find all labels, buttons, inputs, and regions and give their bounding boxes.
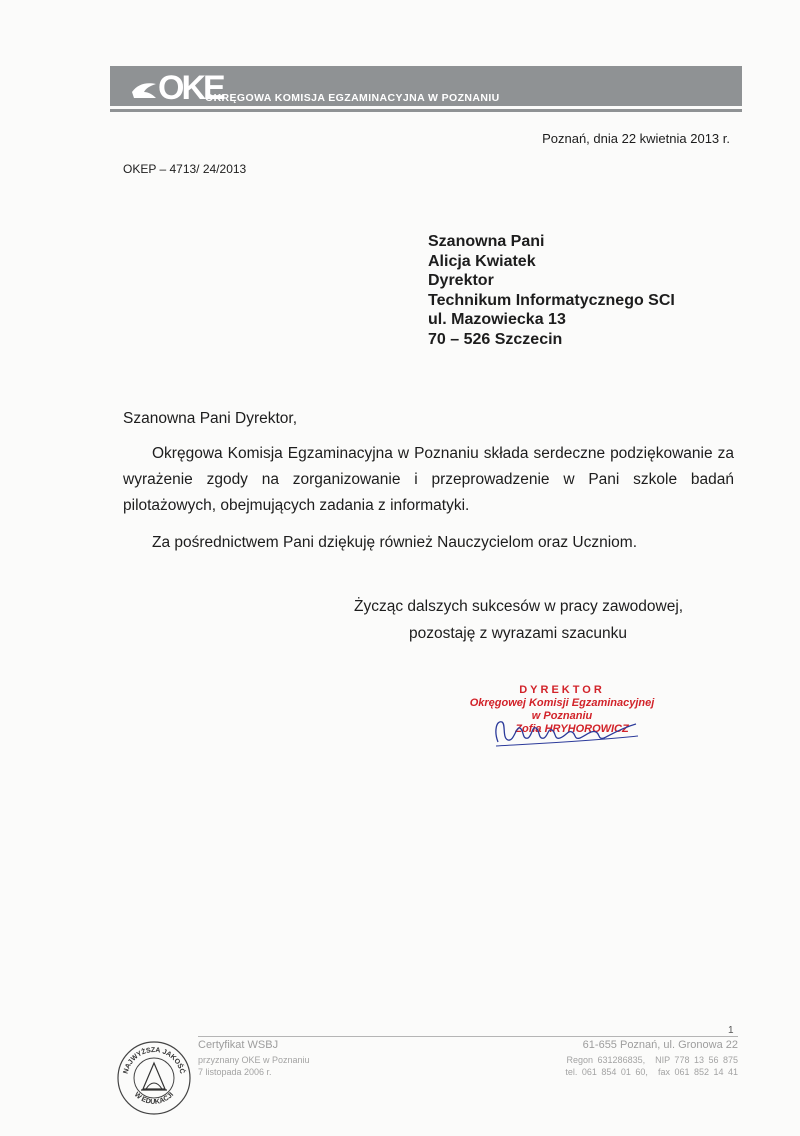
certificate-title: Certyfikat WSBJ (198, 1039, 279, 1051)
page-number: 1 (728, 1025, 734, 1036)
stamp-line: Okręgowej Komisji Egzaminacyjnej (469, 697, 655, 709)
certificate-line: 7 listopada 2006 r. (198, 1067, 272, 1077)
phone-number: tel. 061 854 01 60, (565, 1067, 648, 1077)
logo-wordmark: OKE (158, 69, 223, 107)
stamp-name: Zofia HRYHOROWICZ (515, 723, 629, 735)
quality-seal-icon (113, 1035, 195, 1117)
handwritten-signature (488, 712, 648, 752)
reference-number: OKEP – 4713/ 24/2013 (123, 162, 247, 176)
addressee-block (428, 232, 675, 349)
fax-number: fax 061 852 14 41 (657, 1067, 738, 1077)
addressee-line: ul. Mazowiecka 13 (428, 311, 566, 328)
logo-bird-icon (130, 78, 160, 104)
addressee-line: Dyrektor (428, 272, 494, 289)
stamp-line: w Poznaniu (531, 710, 593, 722)
certificate-line: przyznany OKE w Poznaniu (198, 1055, 310, 1065)
body-paragraph: Okręgowa Komisja Egzaminacyjna w Poznaniu składa serdeczne podziękowanie za wyrażenie zgody na zorganizowanie i przeprowadzenie w Pani szkole badań pilotażowych, obejmujących zadania z informatyki. (123, 445, 734, 514)
stamp-title: DYREKTOR (519, 684, 605, 696)
addressee-line: Technikum Informatycznego SCI (428, 291, 675, 309)
salutation: Szanowna Pani Dyrektor, (123, 410, 298, 427)
closing-line: pozostaję z wyrazami szacunku (409, 625, 627, 642)
letterhead-rule (110, 109, 742, 112)
footer-contact-row (565, 1067, 738, 1077)
institution-name: OKRĘGOWA KOMISJA EGZAMINACYJNA W POZNANIU (205, 92, 500, 104)
body-paragraph: Za pośrednictwem Pani dziękuję również Nauczycielom oraz Uczniom. (152, 534, 637, 551)
nip-number: NIP 778 13 56 875 (655, 1055, 738, 1065)
svg-text:W EDUKACJI (133, 1091, 175, 1106)
date-line: Poznań, dnia 22 kwietnia 2013 r. (542, 131, 730, 146)
footer-rule (198, 1036, 738, 1037)
addressee-line: Alicja Kwiatek (428, 252, 536, 270)
footer-address: 61-655 Poznań, ul. Gronowa 22 (582, 1039, 738, 1051)
seal-text-bottom: W EDUKACJI (132, 1091, 176, 1106)
seal-text-top: NAJWYŻSZA JAKOŚĆ (122, 1046, 186, 1075)
regon-number: Regon 631286835, (566, 1055, 646, 1065)
addressee-line: Szanowna Pani (428, 233, 545, 250)
addressee-line: 70 – 526 Szczecin (428, 330, 563, 348)
closing-line: Życząc dalszych sukcesów w pracy zawodowej, (354, 598, 684, 615)
footer-regon-row (567, 1055, 738, 1065)
